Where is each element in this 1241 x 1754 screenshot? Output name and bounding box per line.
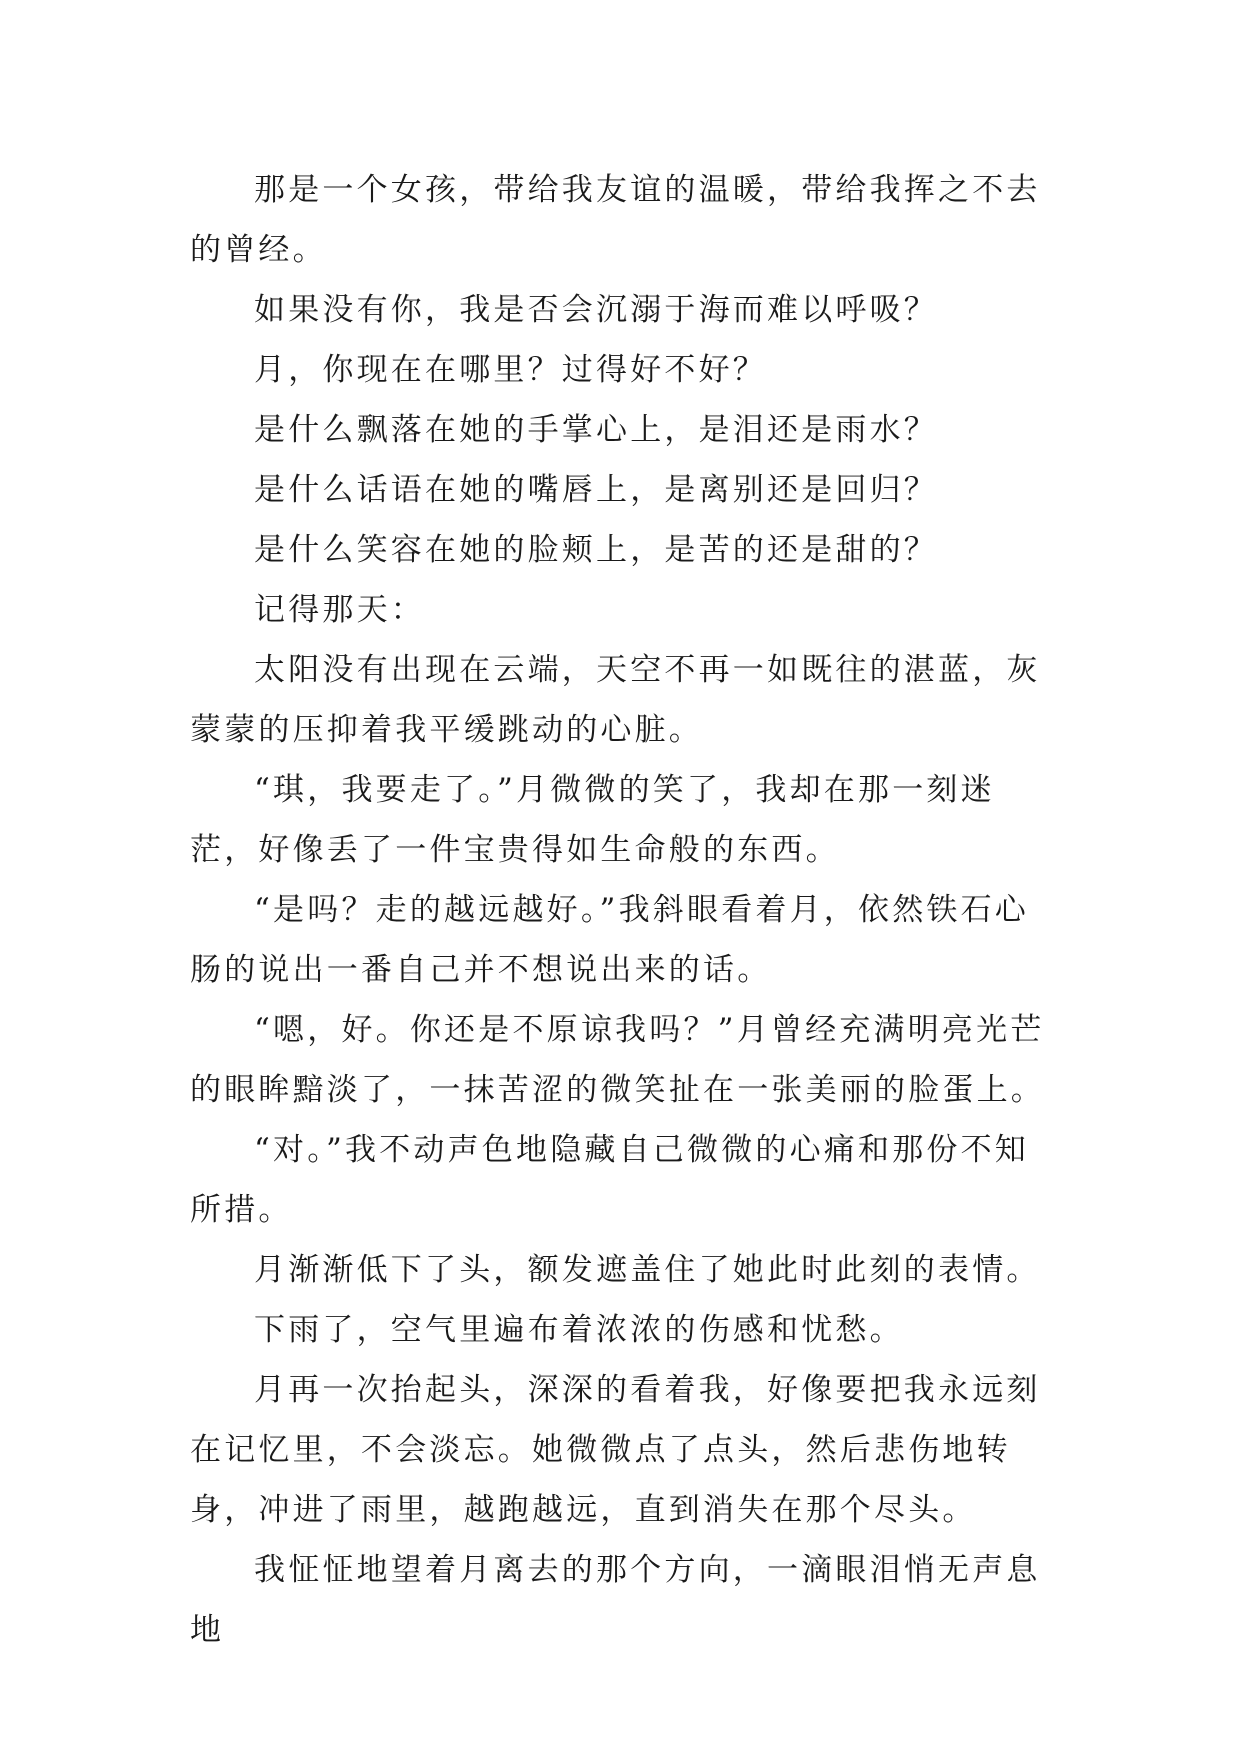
paragraph: 下雨了，空气里遍布着浓浓的伤感和忧愁。 (254, 1312, 904, 1348)
paragraph: “对。”我不动声色地隐藏自己微微的心痛和那份不知所措。 (190, 1132, 1029, 1228)
paragraph: 月，你现在在哪里？过得好不好？ (254, 352, 767, 388)
paragraph: 如果没有你，我是否会沉溺于海而难以呼吸？ (254, 292, 938, 328)
paragraph: 是什么话语在她的嘴唇上，是离别还是回归？ (254, 472, 938, 508)
paragraph: “琪，我要走了。”月微微的笑了，我却在那一刻迷茫，好像丢了一件宝贵得如生命般的东西。 (190, 772, 995, 868)
paragraph: 月再一次抬起头，深深的看着我，好像要把我永远刻在记忆里，不会淡忘。她微微点了点头，然后悲伤地转身，冲进了雨里，越跑越远，直到消失在那个尽头。 (190, 1372, 1041, 1528)
paragraph: 是什么飘落在她的手掌心上，是泪还是雨水？ (254, 412, 938, 448)
paragraph: 我怔怔地望着月离去的那个方向，一滴眼泪悄无声息地 (190, 1552, 1041, 1648)
paragraph: “是吗？走的越远越好。”我斜眼看着月，依然铁石心肠的说出一番自己并不想说出来的话。 (190, 892, 1029, 988)
paragraph: 那是一个女孩，带给我友谊的温暖，带给我挥之不去的曾经。 (190, 172, 1041, 268)
document-body (190, 160, 1060, 1660)
paragraph: 太阳没有出现在云端，天空不再一如既往的湛蓝，灰蒙蒙的压抑着我平缓跳动的心脏。 (190, 652, 1041, 748)
paragraph: 月渐渐低下了头，额发遮盖住了她此时此刻的表情。 (254, 1252, 1041, 1288)
paragraph: 是什么笑容在她的脸颊上，是苦的还是甜的？ (254, 532, 938, 568)
paragraph: 记得那天： (254, 592, 425, 628)
paragraph: “嗯，好。你还是不原谅我吗？”月曾经充满明亮光芒的眼眸黯淡了，一抹苦涩的微笑扯在一张美丽的脸蛋上。 (190, 1012, 1045, 1108)
